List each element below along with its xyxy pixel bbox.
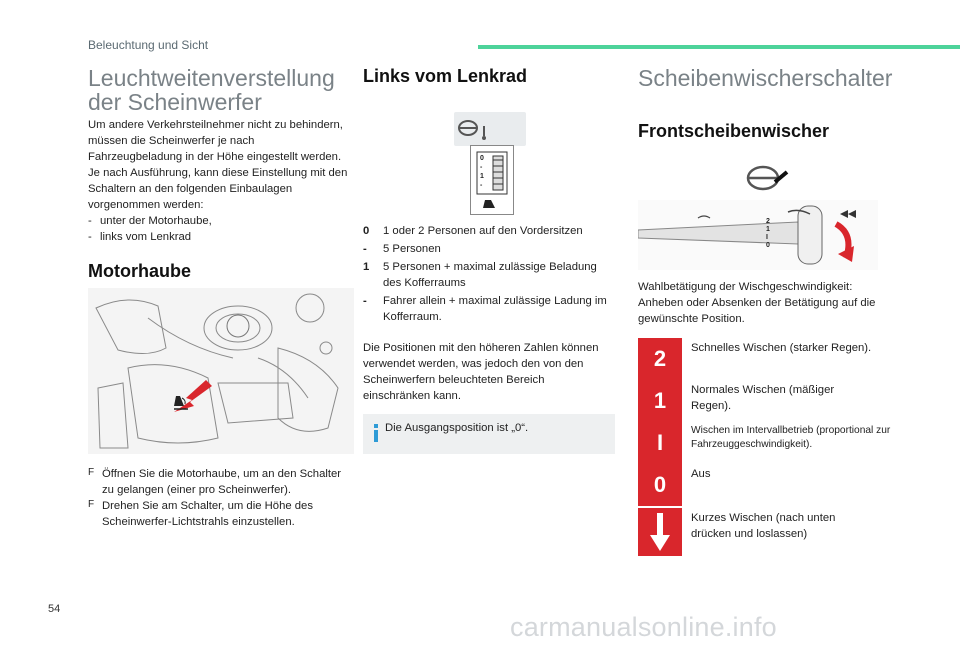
list-item: - 5 Personen	[363, 243, 441, 256]
headlight-range-title	[88, 66, 348, 114]
info-icon	[372, 424, 380, 442]
steering-wheel-locator-icon	[454, 112, 526, 146]
step-item: F Drehen Sie am Schalter, um die Höhe des Scheinwerfer-Lichtstrahls einzustellen.	[88, 499, 313, 529]
left-of-wheel-heading: Links vom Lenkrad	[363, 66, 528, 86]
speed-badge-0: 0	[638, 464, 682, 506]
step-bullet: F	[88, 467, 95, 478]
intro-paragraph-2: Je nach Ausführung, kann diese Einstellung mit den Schaltern an den folgenden Einbaulagen vorgenommen werden:	[88, 167, 348, 212]
speed-badge-interval: I	[638, 422, 682, 464]
steering-wheel-icon	[741, 158, 801, 198]
arrow-down-icon	[649, 513, 671, 551]
rewind-icon	[840, 210, 856, 218]
list-item: - links vom Lenkrad	[88, 229, 350, 245]
wiper-switch-title: Scheibenwischerschalter	[638, 65, 893, 91]
thumbwheel-drawing	[471, 146, 513, 214]
speed-label-fast: Schnelles Wischen (starker Regen).	[691, 342, 872, 354]
step-item: F Öffnen Sie die Motorhaube, um an den Schalter zu gelangen (einer pro Scheinwerfer).	[88, 467, 342, 497]
steering-wheel-icon	[454, 112, 526, 146]
wiper-intro: Wahlbetätigung der Wischgeschwindigkeit: Anheben oder Absenken der Betätigung auf die gewünschte Position.	[638, 281, 876, 326]
page-number: 54	[48, 603, 61, 615]
position-list	[363, 223, 613, 327]
intro-paragraph: Um andere Verkehrsteilnehmer nicht zu behindern, müssen die Scheinwerfer je nach Fahrzeugbeladung in der Höhe eingestellt werden.	[88, 119, 343, 164]
headlight-intro	[88, 117, 350, 245]
positions-note: Die Positionen mit den höheren Zahlen können verwendet werden, was jedoch den von den Scheinwerfern beleuchteten Bereich einschränken kann.	[363, 342, 599, 403]
thumbwheel-marks: 0 - 1 -	[480, 155, 484, 189]
single-wipe-badge	[638, 508, 682, 556]
list-item: - unter der Motorhaube,	[88, 213, 350, 229]
title-line-2: der Scheinwerfer	[88, 89, 262, 116]
speed-label-single-wipe: Kurzes Wischen (nach unten drücken und loslassen)	[691, 512, 836, 541]
rear-wiper-icon	[698, 216, 710, 218]
step-bullet: F	[88, 499, 95, 511]
engine-bay-illustration	[88, 288, 354, 454]
engine-bay-drawing	[88, 288, 354, 454]
info-text: Die Ausgangsposition ist „0“.	[385, 422, 529, 434]
watermark: carmanualsonline.info	[510, 612, 777, 642]
headlight-range-icon	[483, 200, 495, 208]
wiper-lever-drawing	[638, 200, 878, 270]
location-list	[88, 213, 350, 245]
front-wiper-heading: Frontscheibenwischer	[638, 121, 830, 141]
lever-position-marks: 2 1 I 0	[766, 218, 770, 249]
speed-label-normal: Normales Wischen (mäßiger Regen).	[691, 384, 835, 413]
thumbwheel-switch	[470, 145, 514, 215]
list-item: 0 1 oder 2 Personen auf den Vordersitzen	[363, 225, 583, 237]
header-accent-bar	[478, 45, 960, 49]
title-line-1: Leuchtweitenverstellung	[88, 65, 335, 91]
speed-label-interval: Wischen im Intervallbetrieb (proportional zur Fahrzeuggeschwindigkeit).	[691, 425, 891, 451]
instruction-steps	[88, 466, 350, 530]
list-item: - Fahrer allein + maximal zulässige Ladung im Kofferraum.	[363, 295, 607, 324]
section-header: Beleuchtung und Sicht	[88, 38, 209, 52]
speed-label-off: Aus	[691, 468, 711, 480]
motorhaube-heading: Motorhaube	[88, 261, 191, 281]
speed-badge-2: 2	[638, 338, 682, 380]
wiper-lever-illustration	[638, 200, 878, 270]
list-item: 1 5 Personen + maximal zulässige Beladung des Kofferraums	[363, 261, 597, 290]
speed-badge-1: 1	[638, 380, 682, 422]
